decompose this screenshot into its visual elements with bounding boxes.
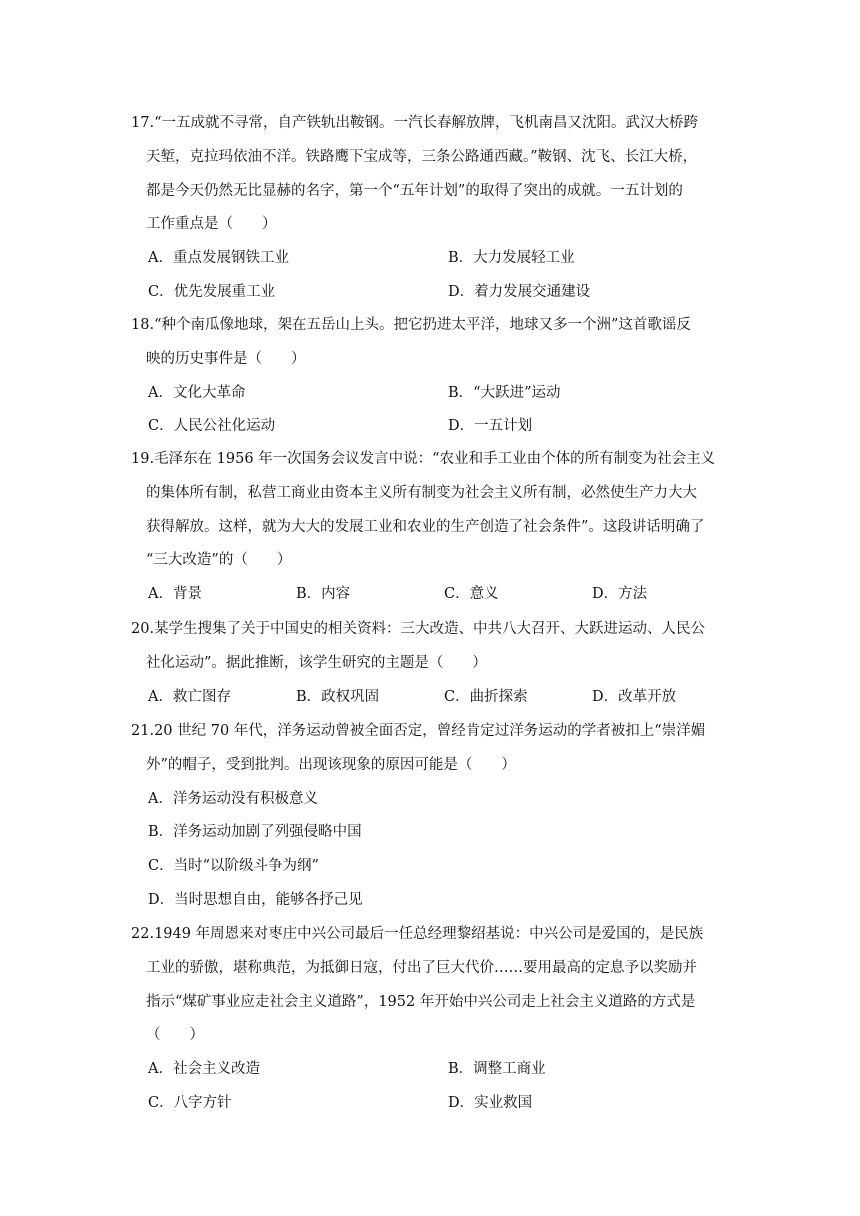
- option-b: B．“大跃进”运动: [448, 384, 561, 401]
- question-number: 18.: [131, 317, 155, 333]
- option-d: D．实业救国: [448, 1094, 533, 1111]
- question-text-line: 社化运动”。据此推断，该学生研究的主题是（ ）: [146, 654, 487, 671]
- question-18: [131, 309, 741, 444]
- option-d: D．一五计划: [448, 418, 533, 435]
- options: [148, 578, 741, 612]
- question-text-line: 的集体所有制，私营工商业由资本主义所有制变为社会主义所有制，必然使生产力大大: [146, 484, 697, 501]
- option-b: B．调整工商业: [448, 1061, 546, 1078]
- option-a: A．文化大革命: [148, 384, 246, 401]
- question-stem: [131, 715, 741, 783]
- question-stem: [131, 107, 741, 242]
- option-b: B．大力发展轻工业: [448, 250, 575, 267]
- question-text-line: 获得解放。这样，就为大大的发展工业和农业的生产创造了社会条件”。这段讲话明确了: [146, 518, 705, 535]
- question-text-line: 指示“煤矿事业应走社会主义道路”，1952 年开始中兴公司走上社会主义道路的方式是: [146, 993, 696, 1010]
- option-d: D．着力发展交通建设: [448, 283, 591, 300]
- question-stem: [131, 443, 741, 578]
- question-stem: [131, 309, 741, 377]
- option-c: C．当时“以阶级斗争为纲”: [148, 858, 319, 875]
- options: [148, 242, 741, 310]
- option-b: B．内容: [296, 586, 351, 603]
- question-text-line: 某学生搜集了关于中国史的相关资料：三大改造、中共八大召开、大跃进运动、人民公: [154, 621, 706, 637]
- option-a: A．背景: [148, 586, 202, 603]
- option-c: C．优先发展重工业: [148, 283, 276, 300]
- option-d: D．方法: [592, 586, 648, 603]
- question-number: 21.: [131, 723, 155, 739]
- question-text-line: 都是今天仍然无比显赫的名字，第一个“五年计划”的取得了突出的成就。一五计划的: [146, 182, 683, 199]
- question-text-line: 天堑，克拉玛依油不洋。铁路鹰下宝成等，三条公路通西藏。”鞍钢、沈飞、长江大桥，: [146, 148, 698, 165]
- question-17: [131, 107, 741, 310]
- question-number: 19.: [131, 451, 155, 467]
- question-stem: [131, 918, 741, 1053]
- question-text-line: 映的历史事件是（ ）: [146, 350, 306, 367]
- question-text-line: 外”的帽子，受到批判。出现该现象的原因可能是（ ）: [146, 756, 516, 773]
- question-text-line: 工业的骄傲，堪称典范，为抵御日寇，付出了巨大代价……要用最高的定息予以奖励并: [146, 959, 697, 976]
- question-22: [131, 918, 741, 1121]
- option-b: B．政权巩固: [296, 688, 380, 705]
- question-stem: [131, 613, 741, 681]
- option-d: D．改革开放: [592, 688, 677, 705]
- question-number: 22.: [131, 926, 155, 942]
- option-b: B．洋务运动加剧了列强侵略中国: [148, 824, 362, 841]
- option-a: A．社会主义改造: [148, 1061, 260, 1078]
- options: [148, 681, 741, 715]
- option-a: A．救亡图存: [148, 688, 231, 705]
- question-19: [131, 443, 741, 612]
- option-a: A．重点发展钢铁工业: [148, 250, 289, 267]
- question-text-line: 20 世纪 70 年代，洋务运动曾被全面否定，曾经肯定过洋务运动的学者被扣上“崇洋媚: [154, 723, 706, 739]
- option-a: A．洋务运动没有积极意义: [148, 790, 318, 807]
- options: [148, 377, 741, 445]
- question-text-line: 1949 年周恩来对枣庄中兴公司最后一任总经理黎绍基说：中兴公司是爱国的，是民族: [154, 926, 704, 942]
- question-text-line: 毛泽东在 1956 年一次国务会议发言中说：“农业和手工业由个体的所有制变为社会主义: [154, 451, 716, 467]
- question-20: [131, 613, 741, 714]
- question-number: 20.: [131, 621, 155, 637]
- question-text-line: 工作重点是（ ）: [146, 216, 277, 233]
- question-text-line: “种个南瓜像地球，架在五岳山上头。把它扔进太平洋，地球又多一个洲”这首歌谣反: [154, 317, 691, 333]
- option-c: C．人民公社化运动: [148, 418, 276, 435]
- question-text-line: “一五成就不寻常，自产铁轨出鞍钢。一汽长春解放牌，飞机南昌又沈阳。武汉大桥跨: [154, 115, 698, 131]
- question-text-line: “三大改造”的（ ）: [146, 552, 292, 569]
- question-text-line: （ ）: [146, 1027, 204, 1044]
- options: [148, 783, 741, 918]
- question-21: [131, 715, 741, 918]
- option-c: C．八字方针: [148, 1094, 232, 1111]
- options: [148, 1053, 741, 1121]
- option-d: D．当时思想自由，能够各抒己见: [148, 891, 363, 908]
- question-number: 17.: [131, 115, 155, 131]
- option-c: C．曲折探索: [444, 688, 528, 705]
- option-c: C．意义: [444, 586, 499, 603]
